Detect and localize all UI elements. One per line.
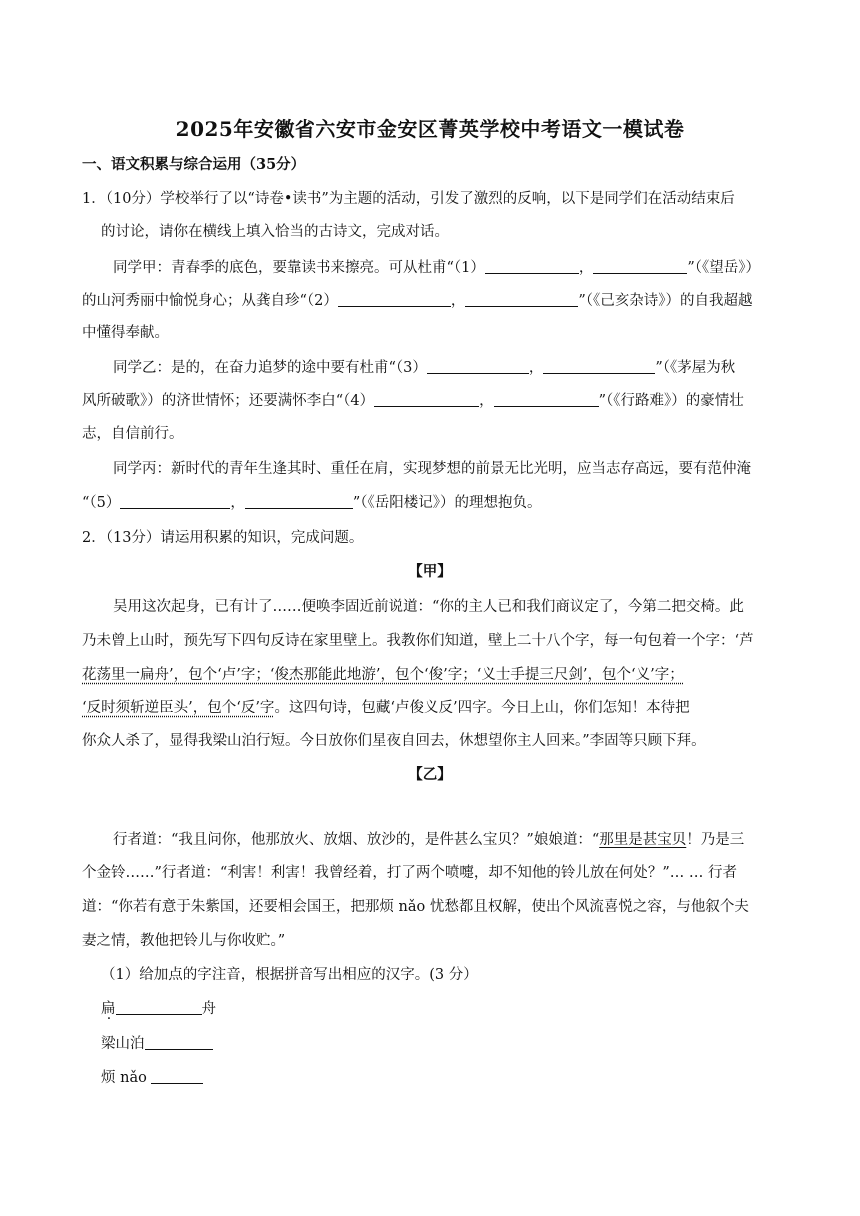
passage-yi-heading: 【乙】 [408, 766, 452, 783]
passage-jia-p3: 花荡里一扁舟’，包个‘卢’字；‘俊杰那能此地游’，包个‘俊’字；‘义士手提三尺剑’，包个‘义’字； [82, 667, 684, 683]
passage-jia-p4: ‘反时须斩逆臣头’，包个‘反’字。这四句诗，包藏‘卢俊义反’四字。今日上山，你们怎知！本待把 [82, 700, 690, 716]
pinyin-item-1: 扁 舟 [101, 1001, 216, 1017]
answer-blank-5a[interactable] [120, 493, 230, 509]
answer-blank-3a[interactable] [427, 358, 529, 374]
q2-line1: 2．（13分）请运用积累的知识，完成问题。 [82, 530, 364, 546]
q1-line1: 1．（10分）学校举行了以“诗卷•读书”为主题的活动，引发了激烈的反响，以下是同学们在活动结束后 [82, 191, 735, 207]
passage-yi-p1: 行者道：“我且问你，他那放火、放烟、放沙的，是件甚么宝贝？”娘娘道：“那里是甚宝贝！乃是三 [113, 832, 745, 848]
answer-blank-4b[interactable] [494, 391, 599, 407]
page-title: 2025年安徽省六安市金安区菁英学校中考语文一模试卷 [175, 117, 685, 141]
answer-blank-4a[interactable] [374, 391, 479, 407]
answer-blank-pinyin-1[interactable] [116, 999, 202, 1015]
q2-sub1: （1）给加点的字注音，根据拼音写出相应的汉字。(3 分） [101, 967, 478, 983]
answer-blank-2b[interactable] [465, 291, 578, 307]
passage-jia-p5: 你众人杀了，显得我梁山泊行短。今日放你们星夜自回去，休想望你主人回来。”李固等只顾下拜。 [82, 733, 706, 749]
answer-blank-3b[interactable] [543, 358, 655, 374]
answer-blank-pinyin-3[interactable] [151, 1068, 203, 1084]
section-heading: 一、语文积累与综合运用（35分） [82, 156, 306, 173]
answer-blank-pinyin-2[interactable] [145, 1034, 213, 1050]
passage-jia-p1: 吴用这次起身，已有计了……便唤李固近前说道：“你的主人已和我们商议定了，今第二把交椅。此 [113, 599, 744, 615]
answer-blank-1b[interactable] [593, 258, 687, 274]
answer-blank-1a[interactable] [485, 258, 579, 274]
passage-yi-p4: 妻之情，教他把铃儿与你收贮。” [82, 933, 286, 949]
passage-yi-p3: 道：“你若有意于朱紫国，还要相会国王，把那烦 nǎo 忧愁都且权解，使出个风流喜悦之容，与他叙个夫 [82, 899, 749, 915]
q1-student-a-line3: 中懂得奉献。 [82, 325, 169, 341]
passage-jia-heading: 【甲】 [408, 563, 452, 580]
answer-blank-5b[interactable] [245, 493, 353, 509]
q1-student-b-line1: 同学乙：是的，在奋力追梦的途中要有杜甫“（3） ， ”（《茅屋为秋 [113, 360, 736, 376]
passage-jia-p2: 乃未曾上山时，预先写下四句反诗在家里壁上。我教你们知道，壁上二十八个字，每一句包着一个字：‘芦 [82, 633, 754, 649]
q1-student-a-line2: 的山河秀丽中愉悦身心；从龚自珍“（2） ， ”（《己亥杂诗》）的自我超越 [82, 293, 753, 309]
answer-blank-2a[interactable] [338, 291, 451, 307]
q1-student-b-line3: 志，自信前行。 [82, 426, 184, 442]
q1-student-a-line1: 同学甲：青春季的底色，要靠读书来擦亮。可从杜甫“（1） ， ”（《望岳》） [113, 260, 761, 276]
q1-student-c-line1: 同学丙：新时代的青年生逢其时、重任在肩，实现梦想的前景无比光明，应当志存高远，要有范仲淹 [113, 461, 751, 477]
q1-student-c-line2: “（5） ， ”（《岳阳楼记》）的理想抱负。 [82, 495, 542, 511]
passage-yi-p2: 个金铃……”行者道：“利害！利害！我曾经着，打了两个喷嚏，却不知他的铃儿放在何处？”… … 行者 [82, 865, 737, 881]
pinyin-item-2: 梁山泊 [101, 1034, 213, 1054]
q1-student-b-line2: 风所破歌》）的济世情怀；还要满怀李白“（4） ， ”（《行路难》）的豪情壮 [82, 393, 744, 409]
q1-line2: 的讨论，请你在横线上填入恰当的古诗文，完成对话。 [101, 224, 449, 240]
underlined-sentence: 那里是甚宝贝 [599, 832, 687, 848]
pinyin-item-3: 烦 nǎo [101, 1068, 203, 1088]
